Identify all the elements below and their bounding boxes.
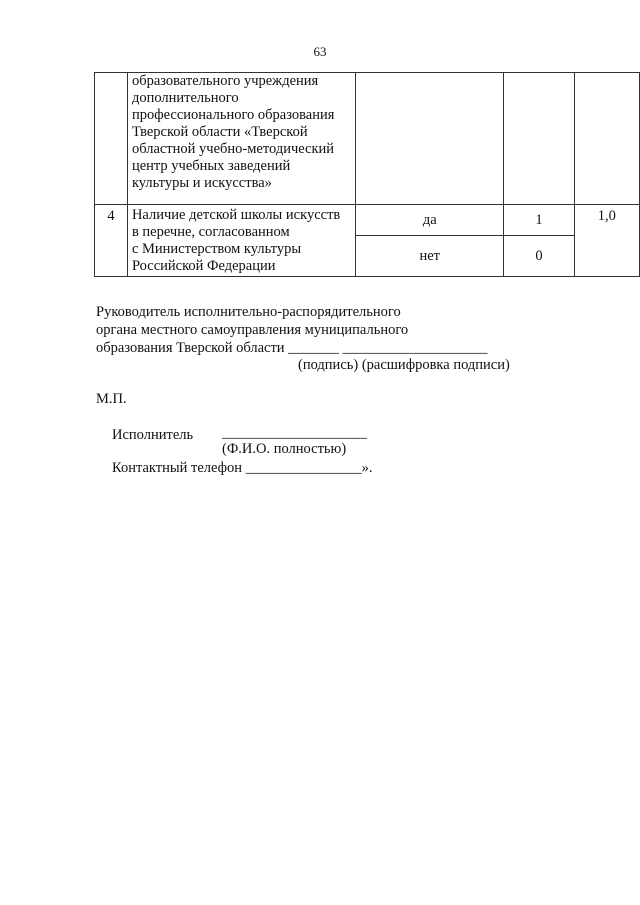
signature-block xyxy=(96,303,488,357)
contact-phone: Контактный телефон ________________». xyxy=(112,460,373,476)
text-line: дополнительного xyxy=(131,90,239,106)
signature-line: органа местного самоуправления муниципального xyxy=(96,322,409,338)
page-number: 63 xyxy=(313,44,327,59)
text-line: образовательного учреждения xyxy=(131,73,319,89)
signature-caption: (подпись) (расшифровка подписи) xyxy=(298,357,510,373)
stamp-label: М.П. xyxy=(96,391,127,407)
text-line: Тверской области «Тверской xyxy=(131,124,308,140)
text-line: профессионального образования xyxy=(131,107,335,123)
text-line: Наличие детской школы искусств xyxy=(131,207,341,223)
text-line: Российской Федерации xyxy=(131,258,276,274)
table-cell-score xyxy=(504,73,574,205)
table-cell-number: 4 xyxy=(95,205,128,277)
table-cell-answer xyxy=(356,73,504,205)
table-cell-score-yes: 1 xyxy=(504,205,574,236)
table-cell-answer-yes: да xyxy=(356,205,504,236)
table-cell-weight xyxy=(574,73,639,205)
executor-caption: (Ф.И.О. полностью) xyxy=(222,441,347,457)
table-cell-answer-no: нет xyxy=(356,236,504,277)
table-row xyxy=(95,73,640,205)
text-line: центр учебных заведений xyxy=(131,158,291,174)
text-line: с Министерством культуры xyxy=(131,241,302,257)
table-cell-number xyxy=(95,73,128,205)
table-cell-description xyxy=(127,205,355,277)
table-cell-description xyxy=(127,73,355,205)
executor-label: Исполнитель xyxy=(112,427,194,443)
text-line: культуры и искусства» xyxy=(131,175,272,191)
executor-line: ____________________ xyxy=(222,425,367,441)
table-cell-score-no: 0 xyxy=(504,236,574,277)
signature-line: Руководитель исполнительно-распорядительного xyxy=(96,304,401,320)
signature-line: образования Тверской области _______ ____________________ xyxy=(96,340,488,356)
text-line: областной учебно-методический xyxy=(131,141,335,157)
criteria-table xyxy=(94,72,640,277)
table-row xyxy=(95,205,640,236)
table-cell-weight: 1,0 xyxy=(574,205,639,277)
text-line: в перечне, согласованном xyxy=(131,224,290,240)
